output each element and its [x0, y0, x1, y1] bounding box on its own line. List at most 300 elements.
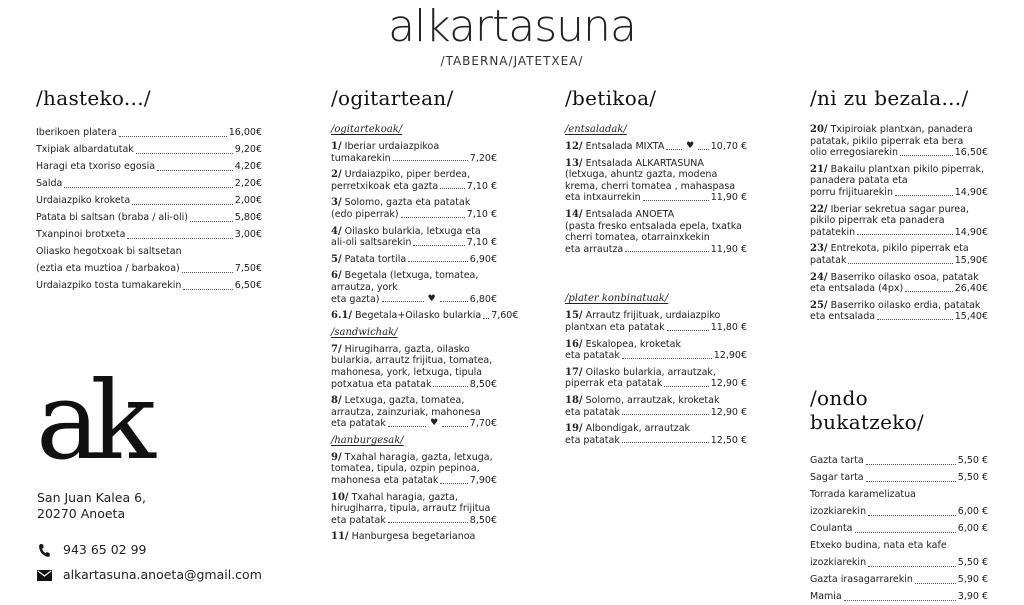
item-last-line — [331, 237, 497, 249]
item-line — [565, 339, 747, 351]
item-text: eta patatak — [565, 406, 620, 418]
item-name: Torrada karamelizatua — [810, 489, 916, 500]
leader-dots — [905, 291, 953, 292]
item-last-line — [810, 187, 988, 199]
plater-list — [565, 310, 747, 446]
menu-item — [331, 270, 497, 305]
item-number: 7/ — [331, 343, 342, 355]
item-name: Sagar tarta — [810, 472, 864, 483]
item-last-line — [331, 310, 519, 322]
leader-dots — [622, 442, 709, 443]
item-price: 7,70€ — [469, 418, 497, 430]
item-text: Iberiar sekretua sagar purea, — [830, 203, 969, 215]
item-line — [331, 355, 497, 367]
logo — [36, 359, 146, 484]
entsaladak-subtitle: /entsaladak/ — [565, 124, 627, 135]
leader-dots — [868, 515, 956, 516]
menu-row — [36, 192, 262, 209]
item-price: 5,50 € — [957, 455, 988, 466]
item-last-line — [565, 350, 747, 362]
item-number: 18/ — [565, 394, 583, 406]
ogitartean-title: /ogitartean/ — [331, 86, 454, 110]
menu-item — [810, 243, 988, 266]
item-last-line — [331, 153, 497, 165]
betikoa-title: /betikoa/ — [565, 86, 657, 110]
menu-row — [810, 452, 988, 469]
item-number: 12/ — [565, 141, 583, 152]
heart-icon: ♥ — [427, 293, 436, 304]
item-line — [331, 367, 497, 379]
item-line — [331, 452, 497, 464]
plater-subtitle: /plater konbinatuak/ — [565, 293, 669, 305]
item-last-line — [331, 181, 497, 193]
item-text: Eskalopea, kroketak — [585, 338, 681, 350]
leader-dots — [157, 170, 233, 171]
item-last-line — [331, 379, 497, 391]
item-last-line — [331, 418, 497, 430]
menu-item — [331, 344, 497, 390]
menu-row — [810, 486, 988, 503]
item-last-line — [565, 244, 747, 256]
item-price: 15,90€ — [954, 254, 988, 266]
item-line — [331, 197, 497, 209]
item-number: 10/ — [331, 491, 349, 503]
entsaladak-list — [565, 141, 747, 255]
leader-dots — [190, 221, 233, 222]
menu-item — [331, 197, 497, 220]
item-text: Solomo, gazta eta patatak — [344, 197, 471, 209]
item-number: 9/ — [331, 451, 342, 463]
item-number: 8/ — [331, 395, 342, 407]
item-last-line — [565, 192, 747, 204]
leader-dots — [664, 386, 708, 387]
item-last-line — [565, 322, 747, 334]
item-line — [565, 169, 747, 181]
item-text: Albondigak, arrautzak — [585, 423, 691, 435]
phone-icon — [37, 544, 51, 557]
item-last-line — [331, 515, 497, 527]
item-line — [331, 282, 497, 294]
leader-dots — [643, 200, 709, 201]
item-line — [331, 270, 497, 282]
item-name: Etxeko budina, nata eta kafe — [810, 540, 947, 551]
item-price: 12,50 € — [710, 434, 747, 446]
item-last-line — [331, 475, 497, 487]
item-text: Arrautz frijituak, urdaiazpiko — [585, 310, 721, 322]
item-number: 4/ — [331, 225, 342, 237]
menu-item — [565, 339, 747, 362]
item-line — [810, 136, 988, 148]
menu-row — [810, 554, 988, 571]
item-text: eta intxaurrekin — [565, 192, 641, 204]
item-name: Coulanta — [810, 523, 853, 534]
leader-dots — [413, 245, 464, 246]
item-last-line — [810, 147, 988, 159]
item-price: 7,90€ — [469, 475, 497, 487]
item-text: eta gazta) — [331, 293, 380, 305]
item-number: 17/ — [565, 366, 583, 378]
item-line — [810, 175, 988, 187]
leader-dots — [440, 301, 468, 302]
item-price: 8,50€ — [469, 378, 497, 390]
item-line — [331, 407, 497, 419]
item-text: Patata tortila — [344, 253, 407, 265]
betikoa-section — [565, 86, 747, 451]
item-price: 7,60€ — [491, 310, 519, 322]
item-text: Begetala (letxuga, tomatea, — [344, 270, 479, 282]
item-price: 7,10 € — [466, 180, 497, 192]
hanburgesak-subtitle: /hanburgesak/ — [331, 434, 404, 446]
item-line — [331, 141, 497, 153]
menu-item — [331, 310, 519, 322]
menu-item — [565, 158, 747, 204]
logo-mark: ak — [36, 359, 146, 484]
sandwichak-subtitle: /sandwichak/ — [331, 326, 398, 338]
item-line — [810, 243, 988, 255]
sandwichak-list — [331, 344, 497, 430]
item-price: 7,10 € — [466, 237, 497, 249]
leader-dots — [388, 426, 426, 427]
envelope-icon — [37, 570, 51, 581]
item-text: Bakailu plantxan pikilo piperrak, — [830, 163, 984, 175]
menu-item — [565, 367, 747, 390]
item-line — [331, 226, 497, 238]
item-name: Gazta tarta — [810, 455, 864, 466]
item-number: 16/ — [565, 338, 583, 350]
menu-row — [810, 503, 988, 520]
menu-row — [36, 175, 262, 192]
menu-item — [331, 169, 497, 192]
item-text: Letxuga, gazta, tomatea, — [344, 395, 465, 407]
menu-item — [331, 452, 497, 487]
leader-dots — [132, 204, 233, 205]
leader-dots — [382, 301, 424, 302]
leader-dots — [483, 318, 489, 319]
item-last-line — [810, 227, 988, 239]
leader-dots — [408, 261, 468, 262]
ondo-list — [810, 452, 988, 605]
item-text: (edo piperrak) — [331, 208, 399, 220]
item-last-line — [565, 407, 747, 419]
leader-dots — [866, 464, 956, 465]
item-name: Patata bi saltsan (braba / ali-oli) — [36, 212, 188, 223]
phone-number[interactable]: 943 65 02 99 — [63, 542, 147, 557]
item-line — [565, 367, 747, 379]
nizu-list — [810, 124, 988, 323]
menu-item — [810, 300, 988, 323]
item-text: Txahal haragia, gazta, letxuga, — [344, 451, 493, 463]
item-line — [810, 164, 988, 176]
menu-row — [36, 260, 262, 277]
item-price: 12,90 € — [710, 406, 747, 418]
leader-dots — [666, 149, 682, 150]
menu-row — [36, 158, 262, 175]
menu-item — [810, 164, 988, 199]
item-number: 1/ — [331, 141, 342, 152]
leader-dots — [855, 532, 956, 533]
item-text: Solomo, arrautzak, kroketak — [585, 394, 720, 406]
item-number: 3/ — [331, 197, 342, 209]
item-price: 7,50€ — [234, 263, 262, 274]
item-price: 2,00€ — [234, 195, 262, 206]
item-text: eta entsalada (4px) — [810, 283, 904, 295]
item-price: 6,50€ — [234, 280, 262, 291]
item-text: (letxuga, ahuntz gazta, modena — [565, 169, 718, 181]
item-line — [565, 232, 747, 244]
item-line — [565, 395, 747, 407]
item-price: 8,50€ — [469, 514, 497, 526]
item-number: 25/ — [810, 299, 828, 311]
item-text: mahonesa eta patatak — [331, 475, 439, 487]
item-price: 3,90 € — [957, 591, 988, 602]
leader-dots — [900, 155, 953, 156]
item-number: 5/ — [331, 253, 342, 265]
item-number: 14/ — [565, 208, 583, 220]
item-text: Begetala+Oilasko bularkia — [355, 310, 482, 322]
item-price: 26,40€ — [954, 283, 988, 295]
item-last-line — [565, 378, 747, 390]
menu-item — [565, 209, 747, 255]
email-address[interactable]: alkartasuna.anoeta@gmail.com — [63, 567, 262, 582]
leader-dots — [64, 187, 232, 188]
item-line — [810, 204, 988, 216]
leader-dots — [915, 583, 956, 584]
leader-dots — [857, 234, 953, 235]
hasteko-title: /hasteko.../ — [36, 86, 151, 110]
item-text: Urdaiazpiko, piper berdea, — [344, 169, 471, 181]
nizu-title: /ni zu bezala.../ — [810, 86, 969, 110]
item-name: Urdaiazpiko kroketa — [36, 195, 131, 206]
item-name: Urdaiazpiko tosta tumakarekin — [36, 280, 182, 291]
item-line — [810, 300, 988, 312]
leader-dots — [433, 386, 467, 387]
item-text: Entsalada MIXTA — [585, 141, 665, 152]
item-name: (eztia eta muztioa / barbakoa) — [36, 263, 180, 274]
item-price: 6,80€ — [469, 293, 497, 305]
leader-dots — [388, 522, 468, 523]
item-text: (pasta fresko entsalada epela, txatka — [565, 220, 742, 232]
leader-dots — [848, 263, 952, 264]
item-name: Mamia — [810, 591, 842, 602]
item-line — [810, 272, 988, 284]
item-line — [565, 209, 747, 221]
menu-row — [36, 226, 262, 243]
hasteko-list — [36, 124, 262, 294]
ondo-section — [810, 386, 988, 605]
item-text: Baserriko oilasko erdia, patatak — [830, 299, 981, 311]
item-text: patatak, pikilo piperrak eta bera — [810, 135, 964, 147]
email — [37, 567, 262, 583]
item-price: 7,10 € — [466, 208, 497, 220]
item-price: 10,70 € — [710, 141, 747, 152]
item-number: 21/ — [810, 163, 828, 175]
heart-icon: ♥ — [430, 418, 439, 429]
item-price: 14,90€ — [954, 226, 988, 238]
menu-row — [810, 588, 988, 605]
menu-item — [810, 272, 988, 295]
item-price: 9,20€ — [234, 144, 262, 155]
item-number: 20/ — [810, 124, 828, 135]
item-last-line — [810, 311, 988, 323]
item-number: 2/ — [331, 169, 342, 181]
menu-row — [810, 571, 988, 588]
restaurant-subtitle: /TABERNA/JATETXEA/ — [440, 54, 584, 68]
heart-icon: ♥ — [686, 141, 695, 151]
item-price: 11,90 € — [710, 243, 747, 255]
item-price: 6,00 € — [957, 523, 988, 534]
item-line — [565, 423, 747, 435]
item-line — [331, 531, 497, 543]
item-text: patatekin — [810, 226, 856, 238]
item-text: Hanburgesa begetarianoa — [351, 531, 476, 543]
leader-dots — [622, 358, 712, 359]
menu-row — [36, 243, 262, 260]
item-price: 12,90€ — [713, 350, 747, 362]
item-price: 12,90 € — [710, 378, 747, 390]
menu-item — [810, 204, 988, 239]
item-text: tumakarekin — [331, 152, 391, 164]
item-name: Iberikoen platera — [36, 127, 117, 138]
item-price: 5,90 € — [957, 574, 988, 585]
menu-item — [331, 226, 497, 249]
item-text: olio erregosiarekin — [810, 147, 899, 159]
item-last-line — [565, 141, 747, 153]
ogitartekoak-list — [331, 141, 519, 322]
menu-item — [565, 141, 747, 153]
item-text: Entsalada ANOETA — [585, 208, 675, 220]
item-name: Oliasko hegotxoak bi saltsetan — [36, 246, 182, 257]
hanburgesak-list — [331, 452, 497, 543]
item-line — [565, 158, 747, 170]
menu-item — [331, 254, 497, 266]
menu-item — [810, 124, 988, 159]
item-line — [810, 124, 988, 136]
item-number: 6.1/ — [331, 310, 353, 322]
leader-dots — [895, 195, 953, 196]
nizu-section — [810, 86, 988, 328]
item-price: 4,20€ — [234, 161, 262, 172]
item-text: Oilasko bularkia, letxuga eta — [344, 225, 481, 237]
leader-dots — [401, 217, 465, 218]
phone — [37, 542, 147, 558]
item-price: 16,50€ — [954, 147, 988, 159]
leader-dots — [868, 566, 956, 567]
address — [37, 490, 146, 522]
leader-dots — [844, 600, 956, 601]
leader-dots — [440, 483, 467, 484]
item-text: patatak — [810, 254, 847, 266]
menu-row — [36, 124, 262, 141]
item-text: porru frijituarekin — [810, 186, 893, 198]
leader-dots — [698, 149, 709, 150]
menu-item — [565, 310, 747, 333]
item-text: arrautza, york — [331, 281, 398, 293]
item-text: hirugiharra, tipula, arrautz frijitua — [331, 503, 491, 515]
menu-row — [36, 277, 262, 294]
item-price: 11,90 € — [710, 192, 747, 204]
item-price: 5,50 € — [957, 472, 988, 483]
hasteko-section — [36, 86, 262, 294]
item-number: 23/ — [810, 243, 828, 255]
item-line — [331, 344, 497, 356]
leader-dots — [866, 481, 956, 482]
item-name: Salda — [36, 178, 63, 189]
item-price: 6,00 € — [957, 506, 988, 517]
item-text: Oilasko bularkia, arrautzak, — [585, 366, 716, 378]
item-number: 15/ — [565, 310, 583, 322]
item-text: arrautza, zainzuriak, mahonesa — [331, 406, 481, 418]
address-line-2: 20270 Anoeta — [37, 506, 126, 521]
leader-dots — [183, 289, 232, 290]
item-price: 5,50 € — [957, 557, 988, 568]
item-text: pikilo piperrak eta panadera — [810, 215, 945, 227]
item-price: 14,90€ — [954, 186, 988, 198]
address-line-1: San Juan Kalea 6, — [37, 490, 147, 505]
item-last-line — [331, 254, 497, 266]
item-text: eta entsalada — [810, 311, 876, 323]
item-price: 7,20€ — [469, 152, 497, 164]
item-text: panadera patata eta — [810, 175, 908, 187]
item-text: Entsalada ALKARTASUNA — [585, 157, 704, 169]
item-number: 19/ — [565, 423, 583, 435]
item-number: 22/ — [810, 203, 828, 215]
leader-dots — [442, 426, 468, 427]
item-line — [810, 215, 988, 227]
item-name: Haragi eta txoriso egosia — [36, 161, 156, 172]
menu-row — [36, 209, 262, 226]
item-line — [331, 503, 497, 515]
menu-row — [36, 141, 262, 158]
item-last-line — [810, 255, 988, 267]
restaurant-name: alkartasuna — [388, 1, 636, 52]
item-text: mahonesa, york, letxuga, tipula — [331, 366, 483, 378]
leader-dots — [622, 414, 709, 415]
leader-dots — [393, 160, 468, 161]
item-price: 6,90€ — [469, 253, 497, 265]
menu-item — [331, 395, 497, 430]
item-text: ali-oli saltsarekin — [331, 237, 412, 249]
menu-item — [565, 395, 747, 418]
brand-header — [0, 0, 1024, 68]
item-text: tomatea, tipula, ozpin pepinoa, — [331, 463, 480, 475]
item-line — [565, 181, 747, 193]
leader-dots — [877, 319, 953, 320]
item-text: perretxikoak eta gazta — [331, 180, 439, 192]
item-text: Entrekota, pikilo piperrak eta — [830, 243, 969, 255]
item-last-line — [331, 294, 497, 306]
item-text: piperrak eta patatak — [565, 378, 663, 390]
leader-dots — [127, 238, 232, 239]
item-text: plantxan eta patatak — [565, 321, 665, 333]
leader-dots — [136, 153, 233, 154]
item-last-line — [331, 209, 497, 221]
item-text: eta patatak — [331, 514, 386, 526]
item-name: Gazta irasagarrarekin — [810, 574, 913, 585]
menu-item — [331, 531, 497, 543]
leader-dots — [182, 272, 233, 273]
item-text: eta patatak — [331, 418, 386, 430]
item-line — [331, 463, 497, 475]
item-price: 3,00€ — [234, 229, 262, 240]
item-line — [331, 395, 497, 407]
item-text: eta patatak — [565, 350, 620, 362]
menu-row — [810, 520, 988, 537]
ogitartean-section — [331, 86, 519, 548]
item-text: Baserriko oilasko osoa, patatak — [830, 271, 979, 283]
item-text: cherri tomatea, otarrainxkekin — [565, 232, 710, 244]
item-name: izozkiarekin — [810, 557, 867, 568]
menu-item — [565, 423, 747, 446]
